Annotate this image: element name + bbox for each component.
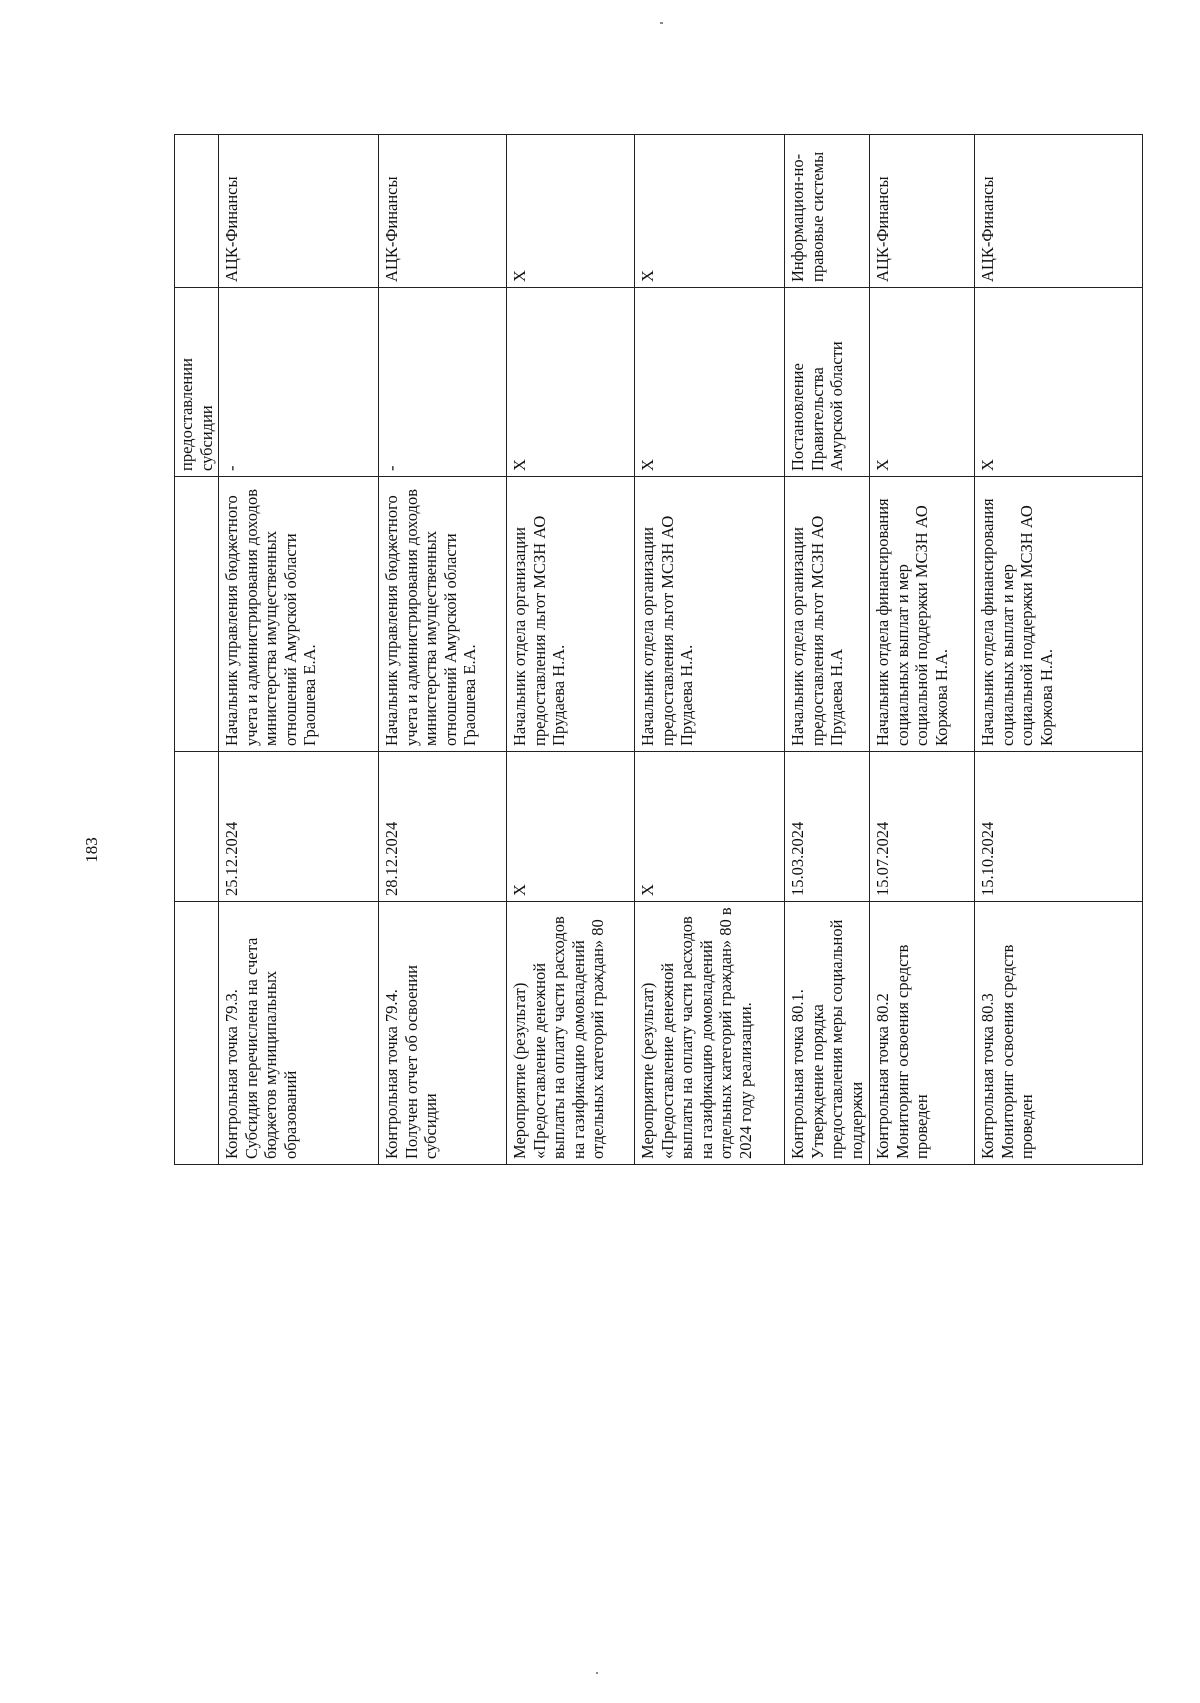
cell-system: АЦК-Финансы (975, 135, 1143, 288)
header-cell-name (175, 902, 219, 1165)
table-header-row (175, 135, 219, 1165)
cell-document: - (379, 288, 507, 477)
page-number: 183 (82, 837, 101, 863)
cell-document: X (870, 288, 975, 477)
table-row (635, 135, 785, 1165)
table-row (507, 135, 635, 1165)
cell-responsible: Начальник управления бюджетного учета и администрирования доходов министерства имущественных отношений Амурской области Граошева Е.А. (219, 477, 379, 752)
header-cell-date (175, 752, 219, 902)
cell-system: АЦК-Финансы (219, 135, 379, 288)
cell-document: X (635, 288, 785, 477)
control-points-table (174, 134, 1143, 1165)
table-row (975, 135, 1143, 1165)
cell-name: Контрольная точка 80.1. Утверждение порядка предоставления меры социальной поддержки (785, 902, 870, 1165)
cell-system: АЦК-Финансы (870, 135, 975, 288)
table-row (379, 135, 507, 1165)
cell-name: Контрольная точка 79.3. Субсидия перечислена на счета бюджетов муниципальных образований (219, 902, 379, 1165)
cell-date: X (635, 752, 785, 902)
table-row (870, 135, 975, 1165)
table-row (785, 135, 870, 1165)
cell-responsible: Начальник отдела организации предоставления льгот МСЗН АО Прудаева Н.А. (635, 477, 785, 752)
header-cell-document: предоставлении субсидии (175, 288, 219, 477)
header-cell-system (175, 135, 219, 288)
cell-date: 25.12.2024 (219, 752, 379, 902)
cell-date: 28.12.2024 (379, 752, 507, 902)
cell-system: X (635, 135, 785, 288)
cell-date: 15.07.2024 (870, 752, 975, 902)
cell-document: - (219, 288, 379, 477)
cell-system: X (507, 135, 635, 288)
cell-document: Постановление Правительства Амурской области (785, 288, 870, 477)
cell-system: Информацион-но-правовые системы (785, 135, 870, 288)
cell-responsible: Начальник отдела организации предоставления льгот МСЗН АО Прудаева Н.А (785, 477, 870, 752)
cell-name: Контрольная точка 80.2 Мониторинг освоения средств проведен (870, 902, 975, 1165)
scan-speck (660, 22, 663, 24)
rotated-table-frame (174, 135, 1122, 1165)
cell-name: Мероприятие (результат) «Предоставление денежной выплаты на оплату части расходов на газификацию домовладений отдельных категорий граждан» 80 в 2024 году реализации. (635, 902, 785, 1165)
cell-responsible: Начальник отдела финансирования социальных выплат и мер социальной поддержки МСЗН АО Коржова Н.А. (870, 477, 975, 752)
scan-speck (596, 1672, 598, 1674)
cell-date: 15.10.2024 (975, 752, 1143, 902)
cell-name: Контрольная точка 79.4. Получен отчет об освоении субсидии (379, 902, 507, 1165)
cell-date: X (507, 752, 635, 902)
cell-responsible: Начальник отдела финансирования социальных выплат и мер социальной поддержки МСЗН АО Коржова Н.А. (975, 477, 1143, 752)
cell-responsible: Начальник управления бюджетного учета и администрирования доходов министерства имущественных отношений Амурской области Граошева Е.А. (379, 477, 507, 752)
cell-name: Мероприятие (результат) «Предоставление денежной выплаты на оплату части расходов на газификацию домовладений отдельных категорий граждан» 80 (507, 902, 635, 1165)
cell-responsible: Начальник отдела организации предоставления льгот МСЗН АО Прудаева Н.А. (507, 477, 635, 752)
cell-system: АЦК-Финансы (379, 135, 507, 288)
cell-name: Контрольная точка 80.3 Мониторинг освоения средств проведен (975, 902, 1143, 1165)
cell-date: 15.03.2024 (785, 752, 870, 902)
cell-document: X (975, 288, 1143, 477)
table-row (219, 135, 379, 1165)
header-cell-responsible (175, 477, 219, 752)
cell-document: X (507, 288, 635, 477)
